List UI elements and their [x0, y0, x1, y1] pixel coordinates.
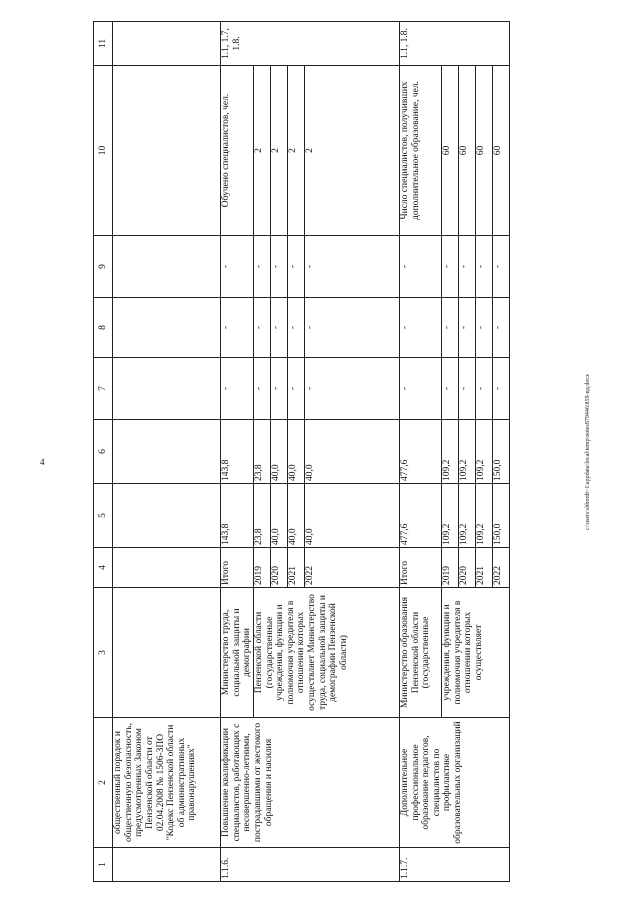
header-cell: 1: [94, 848, 113, 882]
cell-value: 2: [270, 66, 287, 236]
cell-value: 60: [475, 66, 492, 236]
cell-value: -: [253, 236, 270, 298]
cell-value: 40,0: [287, 420, 304, 484]
activity-name: Повышение квалификации специалистов, работающих с несовершенно-летними, пострадавшими от жестокого обращения и насилия: [221, 718, 400, 848]
cell-value: -: [492, 298, 509, 358]
cell-value: -: [458, 298, 475, 358]
cell-value: -: [458, 358, 475, 420]
year-cell: 2021: [287, 548, 304, 588]
footer-file-path: c:\users\shbordt~1\appdata\local\temp\notes879446\859-ид.docx: [585, 374, 591, 530]
item-number: 1.1.6.: [221, 848, 400, 882]
header-cell: 2: [94, 718, 113, 848]
cell-value: 109,2: [441, 484, 458, 548]
cell-value: 143,8: [221, 420, 254, 484]
cell-value: 40,0: [304, 420, 399, 484]
cell-value: -: [287, 358, 304, 420]
cell-value: -: [221, 358, 254, 420]
cell-value: 60: [441, 66, 458, 236]
year-cell: 2022: [492, 548, 509, 588]
cell-value: -: [492, 358, 509, 420]
cell-value: -: [287, 298, 304, 358]
cell-value: 40,0: [304, 484, 399, 548]
year-cell: 2019: [441, 548, 458, 588]
links-text: 1.1, 1.7, 1.8.: [221, 22, 400, 66]
cell-value: -: [492, 236, 509, 298]
cell-value: 109,2: [441, 420, 458, 484]
cell-value: 23,8: [253, 484, 270, 548]
cell-value: 477,6: [399, 420, 441, 484]
cell-value: 60: [458, 66, 475, 236]
year-cell: 2020: [270, 548, 287, 588]
cell-value: 40,0: [270, 420, 287, 484]
cell-value: 60: [492, 66, 509, 236]
cell-value: 109,2: [475, 484, 492, 548]
cell-value: -: [441, 358, 458, 420]
cell-value: -: [475, 358, 492, 420]
cell-value: 109,2: [475, 420, 492, 484]
executor-text: Министерство образования Пензенской области (государственные: [399, 588, 441, 718]
links-text: 1.1, 1.8.: [399, 22, 509, 66]
cell-value: -: [221, 298, 254, 358]
program-activities-table: [93, 21, 510, 882]
cell-value: 109,2: [458, 420, 475, 484]
header-row: [94, 22, 113, 882]
header-cell: 7: [94, 358, 113, 420]
cell-value: -: [458, 236, 475, 298]
year-cell: 2020: [458, 548, 475, 588]
year-cell: 2019: [253, 548, 270, 588]
cell-value: 109,2: [458, 484, 475, 548]
executor-text: Министерство труда, социальной защиты и демографии: [221, 588, 254, 718]
header-cell: 6: [94, 420, 113, 484]
header-cell: 9: [94, 236, 113, 298]
cell-value: 2: [304, 66, 399, 236]
cell-value: -: [399, 236, 441, 298]
table-row: [221, 22, 254, 882]
table-row: [399, 22, 441, 882]
cell-value: -: [253, 358, 270, 420]
executor-text: Пензенской области (государственные учреждения, функции и полномочия учредителя в отношении которых осуществляет Министерство труда, социальной защиты и демографии Пензенской области): [253, 588, 399, 718]
cell-value: -: [475, 236, 492, 298]
cell-value: 23,8: [253, 420, 270, 484]
cell-value: 40,0: [270, 484, 287, 548]
cell-value: -: [441, 236, 458, 298]
cell-value: -: [270, 298, 287, 358]
cell-value: 2: [253, 66, 270, 236]
cell-value: -: [475, 298, 492, 358]
cell-value: 40,0: [287, 484, 304, 548]
cell-value: -: [441, 298, 458, 358]
cell-value: -: [399, 298, 441, 358]
cell-value: 150,0: [492, 484, 509, 548]
total-label: Итого: [221, 548, 254, 588]
cell-value: 143,8: [221, 484, 254, 548]
cell-value: -: [270, 236, 287, 298]
continuation-row: [113, 22, 221, 882]
cell-value: -: [399, 358, 441, 420]
cell-value: 2: [287, 66, 304, 236]
header-cell: 11: [94, 22, 113, 66]
cell-value: -: [253, 298, 270, 358]
indicator-text: Число специалистов, получивших дополнительное образование, чел.: [399, 66, 441, 236]
rotated-table-container: [93, 22, 553, 882]
activity-name: Дополнительное профессиональное образование педагогов, специалистов по профилактике образовательных организаций: [399, 718, 509, 848]
cell-value: -: [287, 236, 304, 298]
continuation-text: общественный порядок и общественную безопасность, предусмотренных Законом Пензенской области от 02.04.2008 № 1506-ЗПО "Кодекс Пензенской области об административных правонарушениях": [113, 718, 221, 848]
cell-value: -: [221, 236, 254, 298]
total-label: Итого: [399, 548, 441, 588]
header-cell: 10: [94, 66, 113, 236]
year-cell: 2022: [304, 548, 399, 588]
cell-value: 477,6: [399, 484, 441, 548]
executor-text: учреждения, функции и полномочия учредителя в отношении которых осуществляет: [441, 588, 509, 718]
cell-value: -: [304, 298, 399, 358]
header-cell: 3: [94, 588, 113, 718]
cell-value: -: [304, 236, 399, 298]
year-cell: 2021: [475, 548, 492, 588]
cell-value: -: [270, 358, 287, 420]
header-cell: 8: [94, 298, 113, 358]
header-cell: 5: [94, 484, 113, 548]
cell-value: -: [304, 358, 399, 420]
header-cell: 4: [94, 548, 113, 588]
item-number: 1.1.7.: [399, 848, 509, 882]
page-number: 4: [40, 457, 45, 467]
cell-value: 150,0: [492, 420, 509, 484]
indicator-text: Обучено специалистов, чел.: [221, 66, 254, 236]
